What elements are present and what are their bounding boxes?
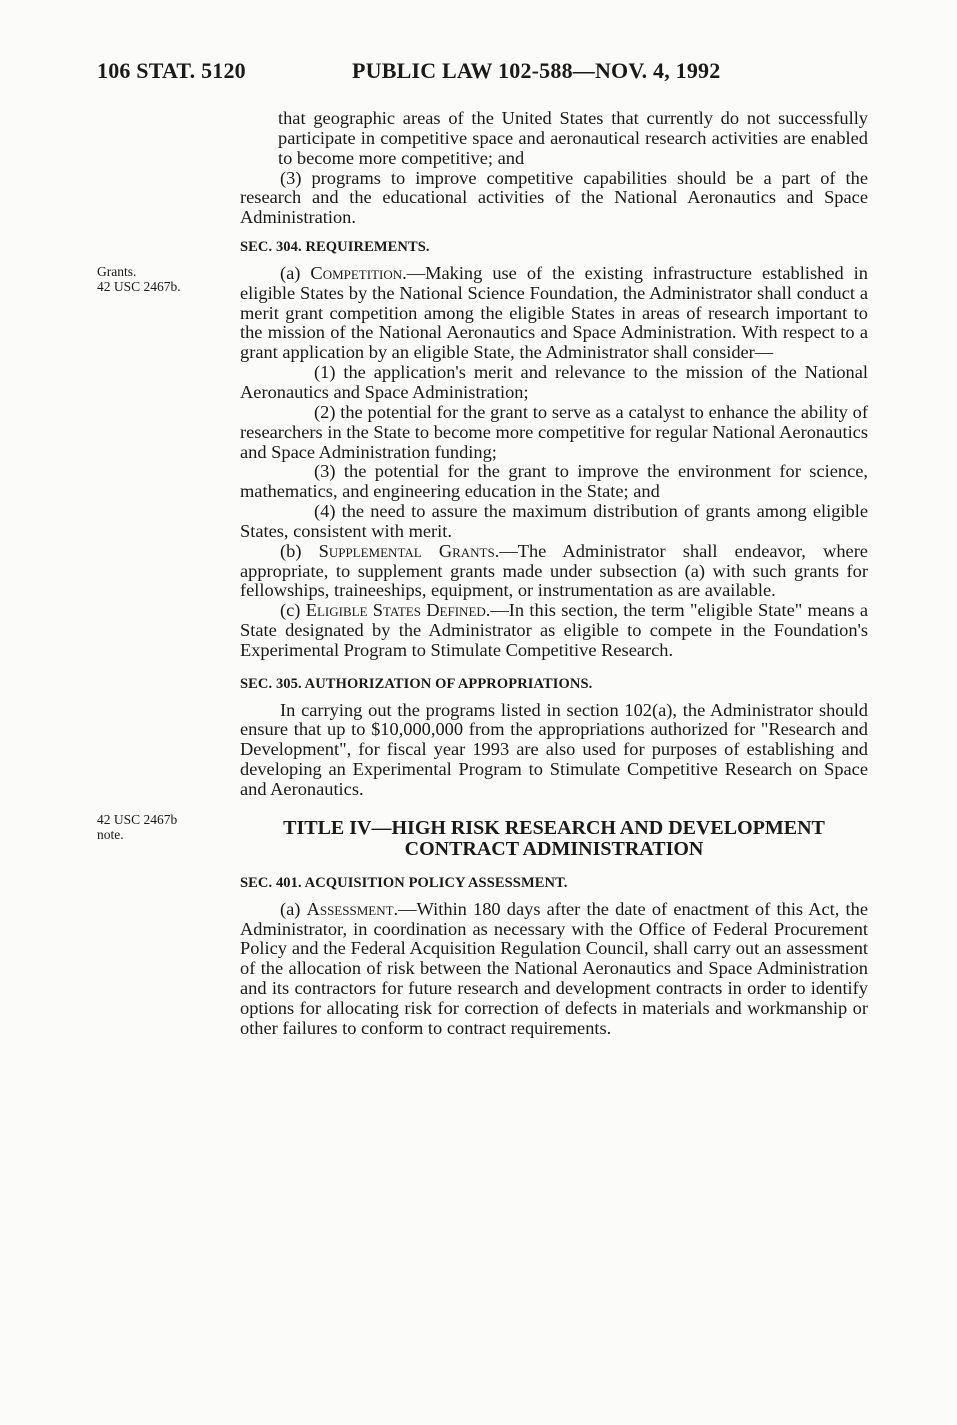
sec304-c-caption: Eligible States Defined: [305, 600, 486, 621]
title-iv-line-2: CONTRACT ADMINISTRATION: [404, 837, 704, 860]
section-304-c: [240, 601, 868, 661]
section-304-a-2: (2) the potential for the grant to serve as a catalyst to enhance the ability of researchers in the State to become more competitive for regular National Aeronautics and Space Administration funding;: [240, 401, 868, 462]
section-304-b: [240, 542, 868, 602]
title-iv-line-1: TITLE IV—HIGH RISK RESEARCH AND DEVELOPMENT: [283, 816, 825, 839]
section-401-heading: SEC. 401. ACQUISITION POLICY ASSESSMENT.: [240, 874, 568, 891]
margin-note-appropriations: [97, 812, 217, 842]
section-304-a-3: (3) the potential for the grant to improve the environment for science, mathematics, and engineering education in the State; and: [240, 461, 868, 502]
sec304-a-text: .—Making use of the existing infrastructure established in eligible States by the National Science Foundation, the Administrator shall conduct a merit grant competition among the eligible States in areas of research important to the mission of the National Aeronautics and Space Administration. With respect to a grant application by an eligible State, the Administrator shall consider—: [240, 262, 868, 363]
sec304-c-label: (c): [280, 600, 306, 621]
margin-note-approp-note: note.: [97, 827, 124, 842]
section-305-heading: SEC. 305. AUTHORIZATION OF APPROPRIATIONS.: [240, 675, 593, 692]
section-401-a: [240, 900, 868, 1039]
sec304-a-caption: Competition: [310, 262, 403, 283]
document-body: [240, 109, 868, 1039]
section-304-heading: SEC. 304. REQUIREMENTS.: [240, 239, 430, 256]
section-304-a: [240, 264, 868, 363]
continuation-paragraph: that geographic areas of the United States that currently do not successfully participate in competitive space and aeronautical research activities are enabled to become more competitive; and: [278, 108, 868, 168]
title-iv-heading: [240, 818, 868, 860]
sec304-b-label: (b): [280, 540, 319, 561]
sec304-a-label: (a): [280, 262, 311, 283]
page-header: [97, 58, 867, 88]
section-305-text: In carrying out the programs listed in section 102(a), the Administrator should ensure that up to $10,000,000 from the appropriations authorized for "Research and Development", for fiscal year 1993 are also used for purposes of establishing and developing an Experimental Program to Stimulate Competitive Research on Space and Aeronautics.: [240, 699, 868, 799]
margin-note-approp-usc: 42 USC 2467b: [97, 812, 178, 827]
sec304-b-text: .—The Administrator shall endeavor, where appropriate, to supplement grants made under subsection (a) with such grants for fellowships, traineeships, equipment, or instrumentation as are available.: [240, 540, 868, 601]
sec304-b-caption: Supplemental Grants: [318, 540, 495, 561]
public-law-reference: PUBLIC LAW 102-588—NOV. 4, 1992: [352, 58, 721, 83]
section-304-a-1: (1) the application's merit and relevance to the mission of the National Aeronautics and Space Administration;: [240, 362, 868, 402]
margin-note-grants: [97, 264, 217, 294]
sec401-a-label: (a): [280, 898, 307, 919]
sec401-a-caption: Assessment: [306, 898, 394, 919]
margin-note-grants-label: Grants.: [97, 264, 137, 279]
margin-note-grants-usc: 42 USC 2467b.: [97, 279, 181, 294]
sec401-a-text: .—Within 180 days after the date of enactment of this Act, the Administrator, in coordination as necessary with the Office of Federal Procurement Policy and the Federal Acquisition Regulation Council, shall carry out an assessment of the allocation of risk between the National Aeronautics and Space Administration and its contractors for future research and development contracts in order to identify options for allocating risk for correction of defects in materials and workmanship or other failures to conform to contract requirements.: [240, 898, 868, 1038]
paragraph-item-3: (3) programs to improve competitive capabilities should be a part of the research and the educational activities of the National Aeronautics and Space Administration.: [240, 167, 868, 228]
statute-page-reference: 106 STAT. 5120: [97, 58, 246, 83]
section-304-a-4: (4) the need to assure the maximum distribution of grants among eligible States, consistent with merit.: [240, 501, 868, 541]
sec304-c-text: .—In this section, the term "eligible State" means a State designated by the Administrator as eligible to compete in the Foundation's Experimental Program to Stimulate Competitive Research.: [240, 600, 868, 660]
